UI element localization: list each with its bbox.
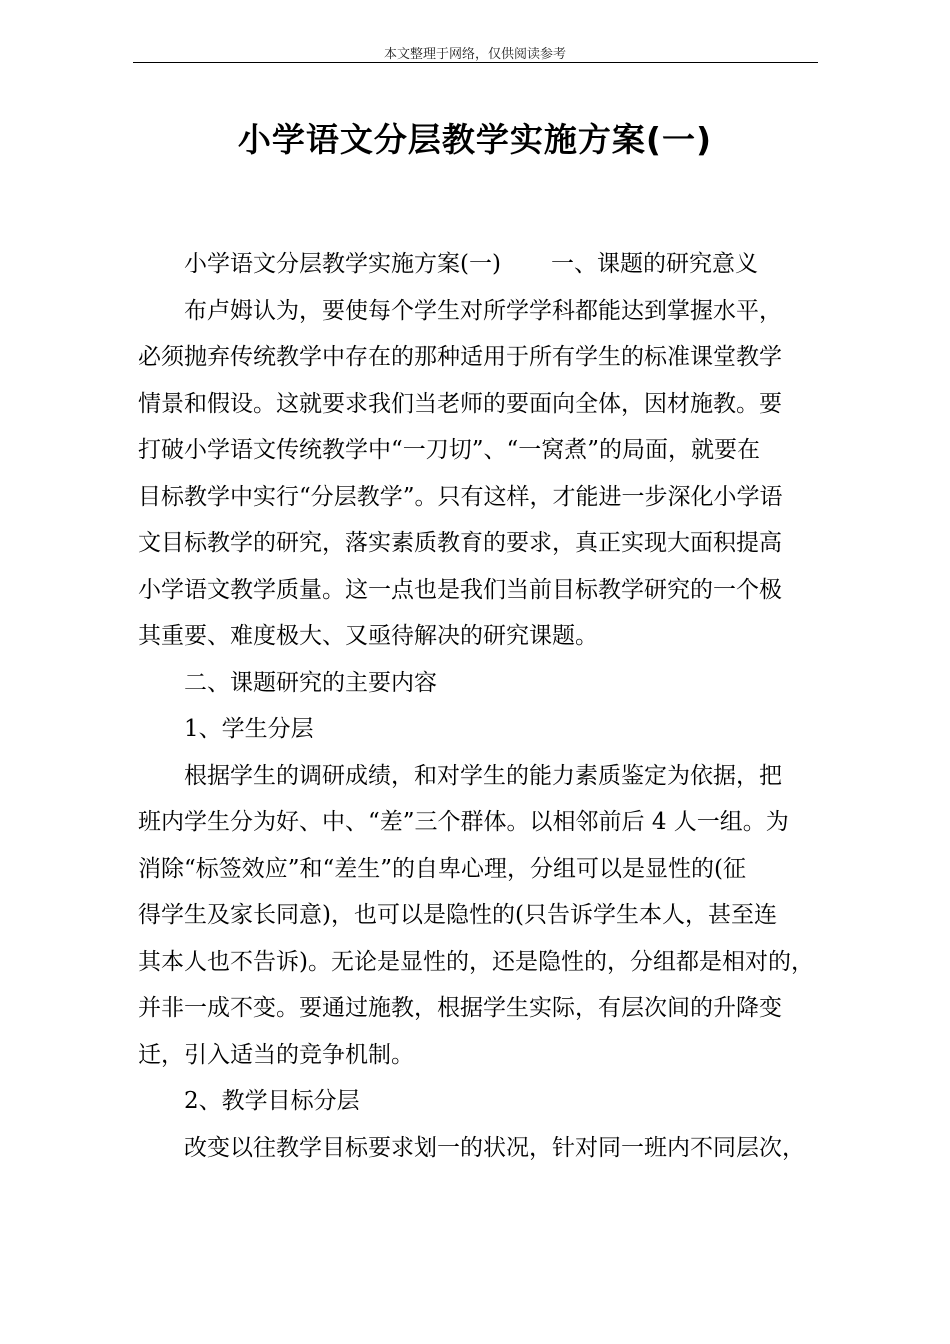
- paragraph-line: 目标教学中实行“分层教学”。只有这样，才能进一步深化小学语: [138, 483, 783, 510]
- paragraph-line: 得学生及家长同意)，也可以是隐性的(只告诉学生本人，甚至连: [138, 902, 777, 928]
- paragraph-line: 打破小学语文传统教学中“一刀切”、“一窝煮”的局面，就要在: [138, 437, 761, 463]
- header-notice: 本文整理于网络，仅供阅读参考: [383, 47, 566, 62]
- document-body: [138, 241, 814, 1171]
- paragraph-line: 必须抛弃传统教学中存在的那种适用于所有学生的标准课堂教学: [138, 344, 782, 370]
- paragraph-line: 改变以往教学目标要求划一的状况，针对同一班内不同层次，: [184, 1134, 805, 1161]
- paragraph-line: 根据学生的调研成绩，和对学生的能力素质鉴定为依据，把: [184, 762, 782, 789]
- section-2-heading: 二、课题研究的主要内容: [184, 669, 437, 696]
- subsection-heading: 2、教学目标分层: [184, 1088, 360, 1114]
- paragraph-line: 小学语文教学质量。这一点也是我们当前目标教学研究的一个极: [138, 576, 782, 603]
- paragraph-line: 迁，引入适当的竞争机制。: [138, 1041, 414, 1068]
- paragraph-line: 文目标教学的研究，落实素质教育的要求，真正实现大面积提高: [138, 530, 782, 556]
- paragraph-line: 消除“标签效应”和“差生”的自卑心理，分组可以是显性的(征: [138, 855, 747, 882]
- document-title: 小学语文分层教学实施方案(一): [237, 120, 713, 159]
- intro-line: [138, 241, 814, 288]
- section-1-heading: 一、课题的研究意义: [550, 251, 758, 277]
- paragraph-line: 班内学生分为好、中、“差”三个群体。以相邻前后 4 人一组。为: [138, 809, 789, 835]
- subsection-heading: 1、学生分层: [184, 716, 314, 742]
- paragraph-line: 情景和假设。这就要求我们当老师的要面向全体，因材施教。要: [138, 390, 782, 417]
- paragraph-line: 布卢姆认为，要使每个学生对所学学科都能达到掌握水平，: [184, 297, 782, 324]
- paragraph-line: 其重要、难度极大、又亟待解决的研究课题。: [138, 623, 598, 649]
- paragraph-line: 其本人也不告诉)。无论是显性的，还是隐性的，分组都是相对的，: [138, 948, 814, 975]
- intro-doc-name: 小学语文分层教学实施方案(一): [184, 251, 501, 277]
- header-divider: [133, 62, 818, 63]
- paragraph-line: 并非一成不变。要通过施教，根据学生实际，有层次间的升降变: [138, 995, 782, 1021]
